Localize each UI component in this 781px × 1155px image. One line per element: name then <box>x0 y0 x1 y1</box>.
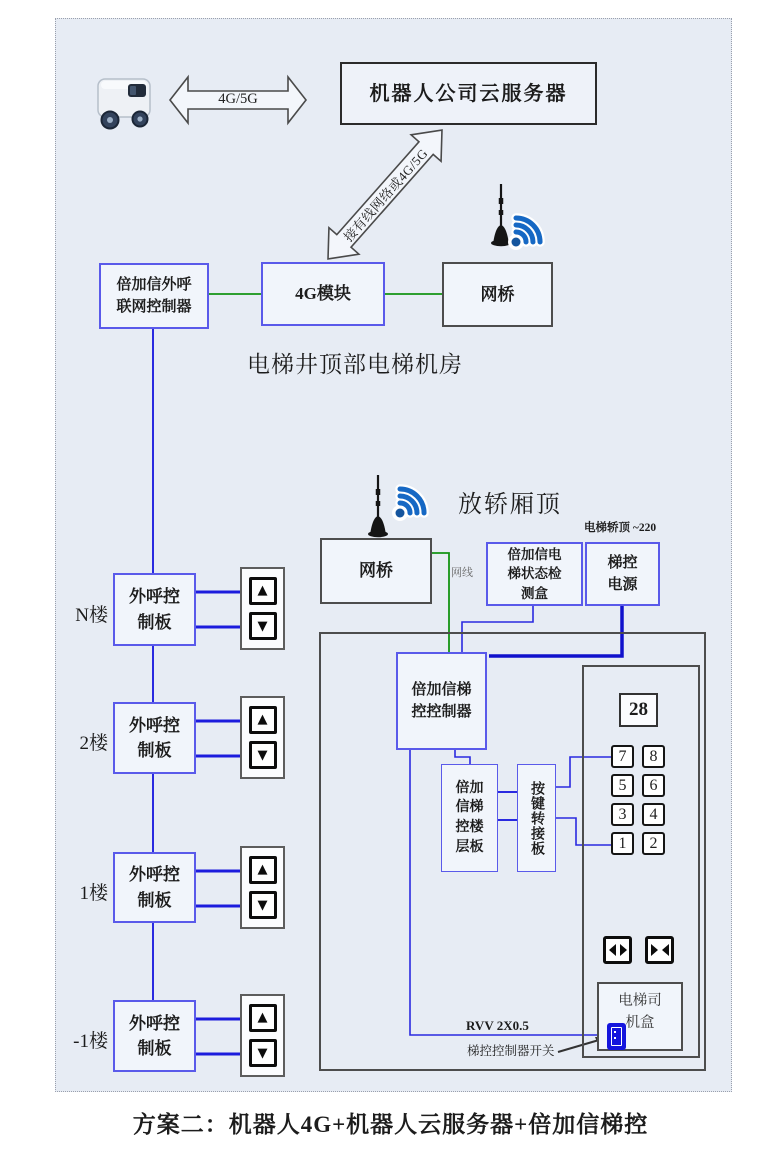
status-detect-box <box>486 542 583 606</box>
car-top-caption: 放轿厢顶 <box>458 492 562 518</box>
up-triangle-icon: ▲ <box>257 1010 268 1026</box>
elevator-power-box <box>585 542 660 606</box>
controller-line1: 倍加信梯 <box>411 681 472 698</box>
digit-button-5: 5 <box>611 774 634 797</box>
floor-label-2: 2楼 <box>79 733 108 754</box>
controller-switch-label: 梯控控制器开关 <box>467 1044 555 1058</box>
module-4g-label: 4G模块 <box>295 284 351 304</box>
call-button-panel-minus1 <box>240 994 285 1077</box>
down-button <box>249 612 277 640</box>
driver-line2: 机盒 <box>625 1014 655 1031</box>
board-line1: 外呼控 <box>129 715 180 735</box>
door-open-icon <box>609 944 627 956</box>
board-line1: 外呼控 <box>129 587 180 606</box>
status-line2: 梯状态检 <box>507 566 562 582</box>
cloud-server-label: 机器人公司云服务器 <box>369 82 568 105</box>
outcall-controller-line2: 联网控制器 <box>116 299 192 315</box>
board-line2: 制板 <box>137 741 172 760</box>
outcall-controller-line1: 倍加信外呼 <box>116 276 192 293</box>
digit-button-7: 7 <box>611 745 634 768</box>
rvv-cable-label: RVV 2X0.5 <box>466 1018 529 1033</box>
digit-button-8: 8 <box>642 745 665 768</box>
down-button <box>249 891 277 919</box>
door-close-button <box>645 936 674 964</box>
down-button <box>249 1039 277 1067</box>
floor-board-line2: 信梯 <box>455 800 484 816</box>
controller-line2: 控控制器 <box>411 704 472 720</box>
key-adapter-label: 按键转接板 <box>529 780 544 856</box>
antenna-icon <box>368 475 388 537</box>
up-button <box>249 1004 277 1032</box>
floor-board-line1: 倍加 <box>455 780 484 796</box>
board-line2: 制板 <box>137 890 172 910</box>
key-adapter-box <box>517 764 556 872</box>
status-line1: 倍加信电 <box>507 547 562 563</box>
outcall-board-minus1 <box>113 1000 196 1072</box>
digit-button-3: 3 <box>611 803 634 826</box>
digit-button-2: 2 <box>642 832 665 855</box>
power-line2: 电源 <box>607 577 638 593</box>
up-triangle-icon: ▲ <box>257 583 268 599</box>
uplink-arrow-label: 接有线网络或4G/5G <box>340 145 431 245</box>
board-line1: 外呼控 <box>129 865 180 884</box>
module-4g-box <box>261 262 385 326</box>
bridge-box-car-top <box>320 538 432 604</box>
floor-board-line4: 层板 <box>455 839 484 855</box>
outcall-board-n <box>113 573 196 646</box>
wifi-icon <box>382 484 429 531</box>
up-button <box>249 577 277 605</box>
floor-board-line3: 控楼 <box>455 820 484 835</box>
down-triangle-icon: ▼ <box>257 897 268 913</box>
digit-button-1: 1 <box>611 832 634 855</box>
call-button-panel-2 <box>240 696 285 779</box>
floor-label-n: N楼 <box>75 605 108 626</box>
driver-line1: 电梯司 <box>618 993 662 1009</box>
car-top-power-note: 电梯轿顶 ~220 <box>584 522 657 534</box>
up-triangle-icon: ▲ <box>257 862 268 878</box>
call-button-panel-n <box>240 567 285 650</box>
down-triangle-icon: ▼ <box>257 618 268 634</box>
board-line2: 制板 <box>137 1039 172 1058</box>
door-open-button <box>603 936 632 964</box>
power-line1: 梯控 <box>607 554 638 571</box>
digit-button-4: 4 <box>642 803 665 826</box>
board-line2: 制板 <box>137 612 172 632</box>
call-button-panel-1 <box>240 846 285 929</box>
robot-cloud-link-label: 4G/5G <box>218 91 258 107</box>
machine-room-caption: 电梯井顶部电梯机房 <box>247 352 463 377</box>
down-button <box>249 741 277 769</box>
floor-board-box <box>441 764 498 872</box>
floor-label-1: 1楼 <box>79 883 108 904</box>
outcall-board-2 <box>113 702 196 774</box>
digit-button-grid <box>611 745 665 855</box>
elevator-controller-box <box>396 652 487 750</box>
outcall-network-controller-box <box>99 263 209 329</box>
digit-button-6: 6 <box>642 774 665 797</box>
up-button <box>249 856 277 884</box>
floor-display <box>619 693 658 727</box>
board-line1: 外呼控 <box>129 1013 180 1033</box>
scheme-caption: 方案二：机器人4G+机器人云服务器+倍加信梯控 <box>132 1112 649 1137</box>
controller-switch-icon <box>607 1023 626 1050</box>
outcall-board-1 <box>113 852 196 923</box>
floor-display-value: 28 <box>629 698 648 720</box>
antenna-icon <box>491 184 511 246</box>
cloud-server-box <box>340 62 597 125</box>
up-triangle-icon: ▲ <box>257 712 268 728</box>
floor-label-minus1: -1楼 <box>73 1031 108 1052</box>
bridge-label: 网桥 <box>359 561 393 581</box>
bridge-box-machine-room <box>442 262 553 327</box>
down-triangle-icon: ▼ <box>257 1045 268 1061</box>
door-close-icon <box>651 944 669 956</box>
up-button <box>249 706 277 734</box>
down-triangle-icon: ▼ <box>257 747 268 763</box>
network-cable-label: 网线 <box>451 567 473 579</box>
status-line3: 测盒 <box>521 585 548 601</box>
robot-icon <box>98 79 150 129</box>
bridge-label: 网桥 <box>480 284 515 304</box>
